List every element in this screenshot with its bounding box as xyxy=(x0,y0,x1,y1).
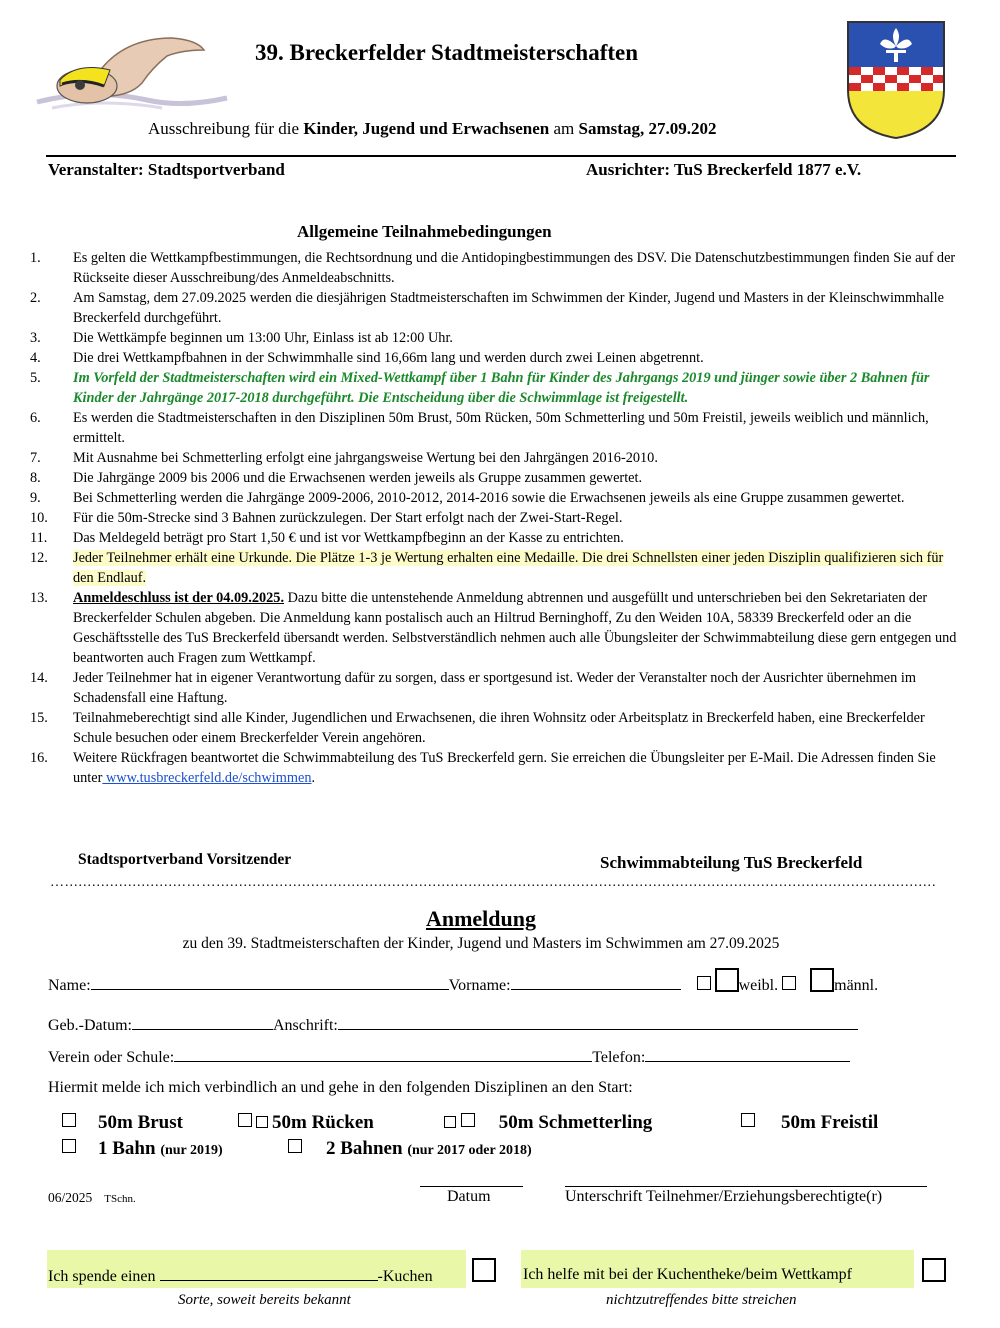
subtitle xyxy=(148,119,716,139)
disc-schmetterling[interactable] xyxy=(444,1112,652,1134)
item-number: 15. xyxy=(30,710,48,726)
initials-text: TSchn. xyxy=(104,1193,136,1205)
conditions-list xyxy=(30,248,960,788)
birth-row xyxy=(48,1015,858,1035)
item-text: Das Meldegeld beträgt pro Start 1,50 € und ist vor Wettkampfbeginn an der Kasse zu entrichten. xyxy=(73,530,624,546)
geb-field[interactable] xyxy=(132,1015,273,1030)
disc-2-bahnen[interactable] xyxy=(288,1138,532,1160)
item-text: Teilnahmeberechtigt sind alle Kinder, Jugendlichen und Erwachsenen, die ihren Wohnsitz oder Arbeitsplatz in Breckerfeld haben, eine Breckerfelder Schule besuchen oder einem Breckerfelder Verein angehören. xyxy=(73,710,925,746)
list-item xyxy=(30,328,960,348)
name-row xyxy=(48,968,878,995)
name-label: Name: xyxy=(48,977,91,994)
datum-label: Datum xyxy=(447,1188,491,1205)
version xyxy=(48,1190,136,1206)
item-number: 2. xyxy=(30,290,41,306)
signature-right: Schwimmabteilung TuS Breckerfeld xyxy=(600,853,863,872)
item-text: Für die 50m-Strecke sind 3 Bahnen zurückzulegen. Der Start erfolgt nach der Zwei-Start-Regel. xyxy=(73,510,623,526)
anschrift-field[interactable] xyxy=(338,1015,858,1030)
item-text: Es werden die Stadtmeisterschaften in den Disziplinen 50m Brust, 50m Rücken, 50m Schmetterling und 50m Freistil, jeweils weiblich und männlich, ermittelt. xyxy=(73,410,929,446)
list-item xyxy=(30,348,960,368)
disc-label: 50m Freistil xyxy=(781,1112,879,1133)
item-text: Dazu bitte die untenstehende Anmeldung abtrennen und ausgefüllt und unterschrieben bei den Sekretariaten der Breckerfelder Schulen abgeben. Die Anmeldung kann postalisch auch an Hiltrud Berninghoff, Zu den Weiden 10A, 58339 Breckerfeld oder an die Geschäftsstelle des TuS Breckerfeld übersandt werden. Selbstverständlich nehmen auch alle Übungsleiter der Schwimmabteilung diese gern entgegen und beantworten auch Fragen zum Wettkampf. xyxy=(73,590,957,666)
list-item xyxy=(30,468,960,488)
telefon-label: Telefon: xyxy=(592,1049,646,1066)
checkbox[interactable] xyxy=(472,1258,496,1282)
item-text: . xyxy=(311,770,316,786)
list-item xyxy=(30,288,960,328)
declaration: Hiermit melde ich mich verbindlich an und gehe in den folgenden Disziplinen an den Start: xyxy=(48,1079,633,1096)
item-number: 12. xyxy=(30,550,48,566)
helper-checkbox[interactable] xyxy=(922,1258,946,1285)
item-number: 16. xyxy=(30,750,48,766)
list-item xyxy=(30,448,960,468)
list-item xyxy=(30,708,960,748)
disc-label: 2 Bahnen xyxy=(326,1138,403,1159)
item-text: Weitere Rückfragen beantwortet die Schwimmabteilung des TuS Breckerfeld gern. Sie erreichen die Übungsleiter per E-Mail. Die Adressen finden Sie unter xyxy=(73,750,936,786)
organizer: Veranstalter: Stadtsportverband xyxy=(48,160,285,179)
item-text: Die drei Wettkampfbahnen in der Schwimmhalle sind 16,66m lang und werden durch zwei Leinen abgetrennt. xyxy=(73,350,704,366)
list-item xyxy=(30,508,960,528)
cut-line: …...........................……................................................................................................................................................................ xyxy=(50,875,937,890)
list-item xyxy=(30,548,960,588)
item-text-marked: Jeder Teilnehmer erhält eine Urkunde. Die Plätze 1-3 je Wertung erhalten eine Medaille. Die drei Schnellsten einer jeden Disziplin qualifizieren sich für den Endlauf. xyxy=(73,550,944,586)
cake-donate xyxy=(48,1266,433,1286)
page-title: 39. Breckerfelder Stadtmeisterschaften xyxy=(255,40,639,65)
list-item xyxy=(30,588,960,668)
host: Ausrichter: TuS Breckerfeld 1877 e.V. xyxy=(586,160,862,179)
helper-note: nichtzutreffendes bitte streichen xyxy=(606,1292,797,1308)
cake-checkbox[interactable] xyxy=(472,1258,496,1285)
checkbox[interactable] xyxy=(62,1113,76,1127)
weibl-label: weibl. xyxy=(738,977,779,994)
item-number: 7. xyxy=(30,450,41,466)
item-number: 3. xyxy=(30,330,41,346)
checkbox[interactable] xyxy=(782,976,796,990)
cake-note: Sorte, soweit bereits bekannt xyxy=(178,1292,351,1308)
vorname-label: Vorname: xyxy=(448,977,511,994)
disc-label: 50m Rücken xyxy=(272,1112,374,1133)
website-link[interactable]: www.tusbreckerfeld.de/schwimmen xyxy=(102,770,312,786)
item-number: 5. xyxy=(30,370,41,386)
helper-text: Ich helfe mit bei der Kuchentheke/beim Wettkampf xyxy=(523,1266,852,1283)
verein-field[interactable] xyxy=(174,1047,592,1062)
item-text: Es gelten die Wettkampfbestimmungen, die Rechtsordnung und die Antidopingbestimmungen des DSV. Die Datenschutzbestimmungen finden Sie auf der Rückseite dieser Ausschreibung/des Anmeldeabschnitts. xyxy=(73,250,956,286)
disc-freistil[interactable] xyxy=(741,1112,878,1134)
item-number: 11. xyxy=(30,530,48,546)
header-rule xyxy=(46,155,956,157)
checkbox[interactable] xyxy=(922,1258,946,1282)
cake-type-field[interactable] xyxy=(160,1266,378,1281)
item-text: Die Wettkämpfe beginnen um 13:00 Uhr, Einlass ist ab 12:00 Uhr. xyxy=(73,330,453,346)
list-item xyxy=(30,248,960,288)
conditions-title: Allgemeine Teilnahmebedingungen xyxy=(297,222,552,241)
list-item xyxy=(30,368,960,408)
item-number: 14. xyxy=(30,670,48,686)
checkbox[interactable] xyxy=(288,1139,302,1153)
disc-brust[interactable] xyxy=(62,1112,183,1134)
deadline-text: Anmeldeschluss ist der 04.09.2025. xyxy=(73,590,285,606)
telefon-field[interactable] xyxy=(645,1047,850,1062)
checkbox[interactable] xyxy=(444,1116,456,1128)
name-field[interactable] xyxy=(91,975,449,990)
disc-ruecken[interactable] xyxy=(238,1112,374,1134)
cake-text: -Kuchen xyxy=(377,1268,433,1285)
breckerfeld-crest-icon xyxy=(846,20,946,145)
vorname-field[interactable] xyxy=(511,975,681,990)
subtitle-groups: Kinder, Jugend und Erwachsenen xyxy=(303,119,550,138)
checkbox[interactable] xyxy=(461,1113,475,1127)
checkbox[interactable] xyxy=(256,1116,268,1128)
checkbox[interactable] xyxy=(62,1139,76,1153)
list-item xyxy=(30,748,960,788)
signature-left: Stadtsportverband Vorsitzender xyxy=(78,851,292,868)
item-number: 13. xyxy=(30,590,48,606)
list-item xyxy=(30,408,960,448)
item-text: Am Samstag, dem 27.09.2025 werden die diesjährigen Stadtmeisterschaften im Schwimmen der Kinder, Jugend und Masters in der Kleinschwimmhalle Breckerfeld durchgeführt. xyxy=(73,290,944,326)
disc-note: (nur 2019) xyxy=(160,1143,223,1158)
item-text: Mit Ausnahme bei Schmetterling erfolgt eine jahrgangsweise Wertung bei den Jahrgängen 2016-2010. xyxy=(73,450,658,466)
checkbox[interactable] xyxy=(741,1113,755,1127)
weibl-checkbox[interactable] xyxy=(715,968,739,992)
disc-label: 1 Bahn xyxy=(98,1138,156,1159)
item-number: 1. xyxy=(30,250,41,266)
maennl-label: männl. xyxy=(834,977,879,994)
item-number: 10. xyxy=(30,510,48,526)
verein-label: Verein oder Schule: xyxy=(48,1049,175,1066)
version-text: 06/2025 xyxy=(48,1190,93,1205)
maennl-checkbox[interactable] xyxy=(810,968,834,992)
item-number: 8. xyxy=(30,470,41,486)
disc-label: 50m Brust xyxy=(98,1112,183,1133)
form-title: Anmeldung xyxy=(425,906,537,931)
disc-1-bahn[interactable] xyxy=(62,1138,223,1160)
date-line[interactable] xyxy=(420,1186,523,1187)
item-text-highlighted: Im Vorfeld der Stadtmeisterschaften wird ein Mixed-Wettkampf über 1 Bahn für Kinder des Jahrgangs 2019 und jünger sowie über 2 Bahnen für Kinder der Jahrgänge 2017-2018 durchgeführt. Die Entscheidung über die Schwimmlage ist freigestellt. xyxy=(73,370,930,406)
list-item xyxy=(30,488,960,508)
swimmer-logo-icon xyxy=(32,28,232,123)
item-number: 6. xyxy=(30,410,41,426)
item-number: 4. xyxy=(30,350,41,366)
subtitle-date: Samstag, 27.09.202 xyxy=(578,119,717,138)
item-text: Jeder Teilnehmer hat in eigener Verantwortung dafür zu sorgen, dass er sportgesund ist. Weder der Veranstalter noch der Ausrichter übernehmen im Schadensfall eine Haftung. xyxy=(73,670,916,706)
unterschrift-label: Unterschrift Teilnehmer/Erziehungsberechtigte(r) xyxy=(565,1188,883,1205)
subtitle-text: am xyxy=(549,119,579,138)
checkbox[interactable] xyxy=(697,976,711,990)
list-item xyxy=(30,528,960,548)
cake-text: Ich spende einen xyxy=(48,1268,156,1285)
disc-note: (nur 2017 oder 2018) xyxy=(407,1143,532,1158)
item-text: Die Jahrgänge 2009 bis 2006 und die Erwachsenen werden jeweils als Gruppe zusammen gewertet. xyxy=(73,470,643,486)
list-item xyxy=(30,668,960,708)
signature-line[interactable] xyxy=(565,1186,927,1187)
club-row xyxy=(48,1047,850,1067)
item-text: Bei Schmetterling werden die Jahrgänge 2009-2006, 2010-2012, 2014-2016 sowie die Erwachsenen jeweils als eine Gruppe zusammen gewertet. xyxy=(73,490,905,506)
item-number: 9. xyxy=(30,490,41,506)
checkbox[interactable] xyxy=(238,1113,252,1127)
form-subtitle: zu den 39. Stadtmeisterschaften der Kinder, Jugend und Masters im Schwimmen am 27.09.2025 xyxy=(182,935,780,952)
anschrift-label: Anschrift: xyxy=(272,1017,338,1034)
subtitle-text: Ausschreibung für die xyxy=(148,119,304,138)
geb-label: Geb.-Datum: xyxy=(48,1017,132,1034)
disc-label: 50m Schmetterling xyxy=(498,1112,653,1133)
